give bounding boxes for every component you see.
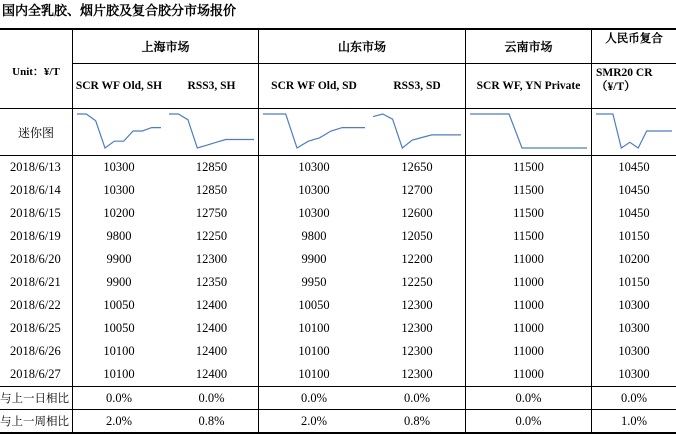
price-cell: 10100 [259, 363, 370, 387]
change-cell: 2.0% [73, 410, 166, 434]
price-cell: 10450 [592, 202, 676, 225]
table-row [0, 248, 676, 271]
table-row [0, 271, 676, 294]
price-cell: 10050 [73, 294, 166, 317]
price-cell: 11000 [466, 248, 592, 271]
sparkline-line [263, 114, 365, 148]
price-cell: 9900 [259, 248, 370, 271]
price-cell: 12050 [369, 225, 466, 248]
market-shanghai: 上海市场 [73, 29, 259, 64]
sparkline-line [373, 114, 461, 148]
market-rmb-compound: 人民币复合 [592, 29, 676, 64]
price-cell: 11500 [466, 156, 592, 180]
date-cell: 2018/6/19 [0, 225, 73, 248]
price-cell: 12300 [369, 363, 466, 387]
price-cell: 12300 [369, 317, 466, 340]
price-cell: 12600 [369, 202, 466, 225]
price-cell: 10300 [73, 156, 166, 180]
price-cell: 12300 [369, 340, 466, 363]
price-cell: 10200 [73, 202, 166, 225]
price-cell: 11000 [466, 317, 592, 340]
sparkline-label: 迷你图 [0, 109, 73, 156]
column-header: SMR20 CR（¥/T） [592, 64, 676, 109]
price-cell: 10300 [73, 179, 166, 202]
price-cell: 10300 [592, 317, 676, 340]
date-cell: 2018/6/26 [0, 340, 73, 363]
price-cell: 10300 [592, 363, 676, 387]
price-cell: 12400 [165, 340, 259, 363]
price-cell: 12400 [165, 363, 259, 387]
price-rows [0, 156, 676, 387]
price-cell: 12400 [165, 294, 259, 317]
column-header: RSS3, SH [165, 64, 259, 109]
sparkline-cell [259, 109, 370, 156]
market-yunnan: 云南市场 [466, 29, 592, 64]
change-row [0, 410, 676, 434]
column-header: SCR WF, YN Private [466, 64, 592, 109]
price-cell: 9950 [259, 271, 370, 294]
table-title: 国内全乳胶、烟片胶及复合胶分市场报价 [2, 2, 236, 22]
change-cell: 0.0% [466, 410, 592, 434]
change-label: 与上一周相比 [0, 410, 73, 434]
price-cell: 9900 [73, 248, 166, 271]
price-cell: 9900 [73, 271, 166, 294]
price-cell: 11000 [466, 271, 592, 294]
price-cell: 11500 [466, 202, 592, 225]
market-header-row [0, 29, 676, 64]
price-cell: 11500 [466, 225, 592, 248]
price-cell: 10450 [592, 156, 676, 180]
sparkline-row [0, 109, 676, 156]
table-row [0, 156, 676, 180]
price-cell: 11000 [466, 363, 592, 387]
price-cell: 10300 [592, 294, 676, 317]
change-cell: 2.0% [259, 410, 370, 434]
date-cell: 2018/6/27 [0, 363, 73, 387]
change-cell: 0.0% [369, 387, 466, 410]
price-cell: 12250 [369, 271, 466, 294]
sparkline-line [470, 114, 587, 148]
price-cell: 12850 [165, 156, 259, 180]
column-header: SCR WF Old, SD [259, 64, 370, 109]
column-header: SCR WF Old, SH [73, 64, 166, 109]
price-cell: 10100 [259, 340, 370, 363]
date-cell: 2018/6/22 [0, 294, 73, 317]
price-cell: 9800 [73, 225, 166, 248]
price-cell: 12850 [165, 179, 259, 202]
change-cell: 1.0% [592, 410, 676, 434]
price-cell: 10150 [592, 271, 676, 294]
change-cell: 0.0% [259, 387, 370, 410]
price-cell: 10300 [592, 340, 676, 363]
price-cell: 10300 [259, 156, 370, 180]
price-cell: 10450 [592, 179, 676, 202]
price-cell: 10050 [73, 317, 166, 340]
sparkline-cell [592, 109, 676, 156]
price-cell: 10100 [73, 363, 166, 387]
sparkline-line [596, 114, 672, 148]
price-cell: 10050 [259, 294, 370, 317]
sparkline-cell [165, 109, 259, 156]
price-table [0, 28, 676, 434]
sparkline [592, 110, 676, 154]
table-row [0, 340, 676, 363]
price-cell: 12250 [165, 225, 259, 248]
price-cell: 12350 [165, 271, 259, 294]
price-cell: 10200 [592, 248, 676, 271]
price-cell: 9800 [259, 225, 370, 248]
table-row [0, 363, 676, 387]
sparkline [165, 110, 258, 154]
price-cell: 10300 [259, 179, 370, 202]
table-row [0, 294, 676, 317]
price-cell: 10100 [259, 317, 370, 340]
date-cell: 2018/6/20 [0, 248, 73, 271]
table-row [0, 179, 676, 202]
price-cell: 10150 [592, 225, 676, 248]
change-cell: 0.0% [165, 387, 259, 410]
column-header: RSS3, SD [369, 64, 466, 109]
price-cell: 12300 [165, 248, 259, 271]
unit-label: Unit：¥/T [0, 29, 73, 109]
sparkline [466, 110, 591, 154]
table-row [0, 317, 676, 340]
price-cell: 12300 [369, 294, 466, 317]
change-rows [0, 387, 676, 434]
sparkline-cell [369, 109, 466, 156]
change-label: 与上一日相比 [0, 387, 73, 410]
price-cell: 10300 [259, 202, 370, 225]
date-cell: 2018/6/25 [0, 317, 73, 340]
column-header-row [0, 64, 676, 109]
change-cell: 0.8% [369, 410, 466, 434]
date-cell: 2018/6/13 [0, 156, 73, 180]
sparkline-cell [73, 109, 166, 156]
sparkline-line [169, 114, 254, 148]
sparkline [259, 110, 369, 154]
table-row [0, 202, 676, 225]
price-cell: 11500 [466, 179, 592, 202]
price-cell: 11000 [466, 340, 592, 363]
change-row [0, 387, 676, 410]
sparkline [369, 110, 465, 154]
price-cell: 12200 [369, 248, 466, 271]
market-shandong: 山东市场 [259, 29, 466, 64]
change-cell: 0.8% [165, 410, 259, 434]
change-cell: 0.0% [466, 387, 592, 410]
date-cell: 2018/6/14 [0, 179, 73, 202]
date-cell: 2018/6/21 [0, 271, 73, 294]
price-cell: 10100 [73, 340, 166, 363]
sparkline-cell [466, 109, 592, 156]
change-cell: 0.0% [73, 387, 166, 410]
price-cell: 12700 [369, 179, 466, 202]
table-row [0, 225, 676, 248]
change-cell: 0.0% [592, 387, 676, 410]
sparkline-line [77, 114, 161, 148]
price-cell: 12400 [165, 317, 259, 340]
price-cell: 12750 [165, 202, 259, 225]
date-cell: 2018/6/15 [0, 202, 73, 225]
price-cell: 12650 [369, 156, 466, 180]
price-cell: 11000 [466, 294, 592, 317]
sparkline [73, 110, 165, 154]
